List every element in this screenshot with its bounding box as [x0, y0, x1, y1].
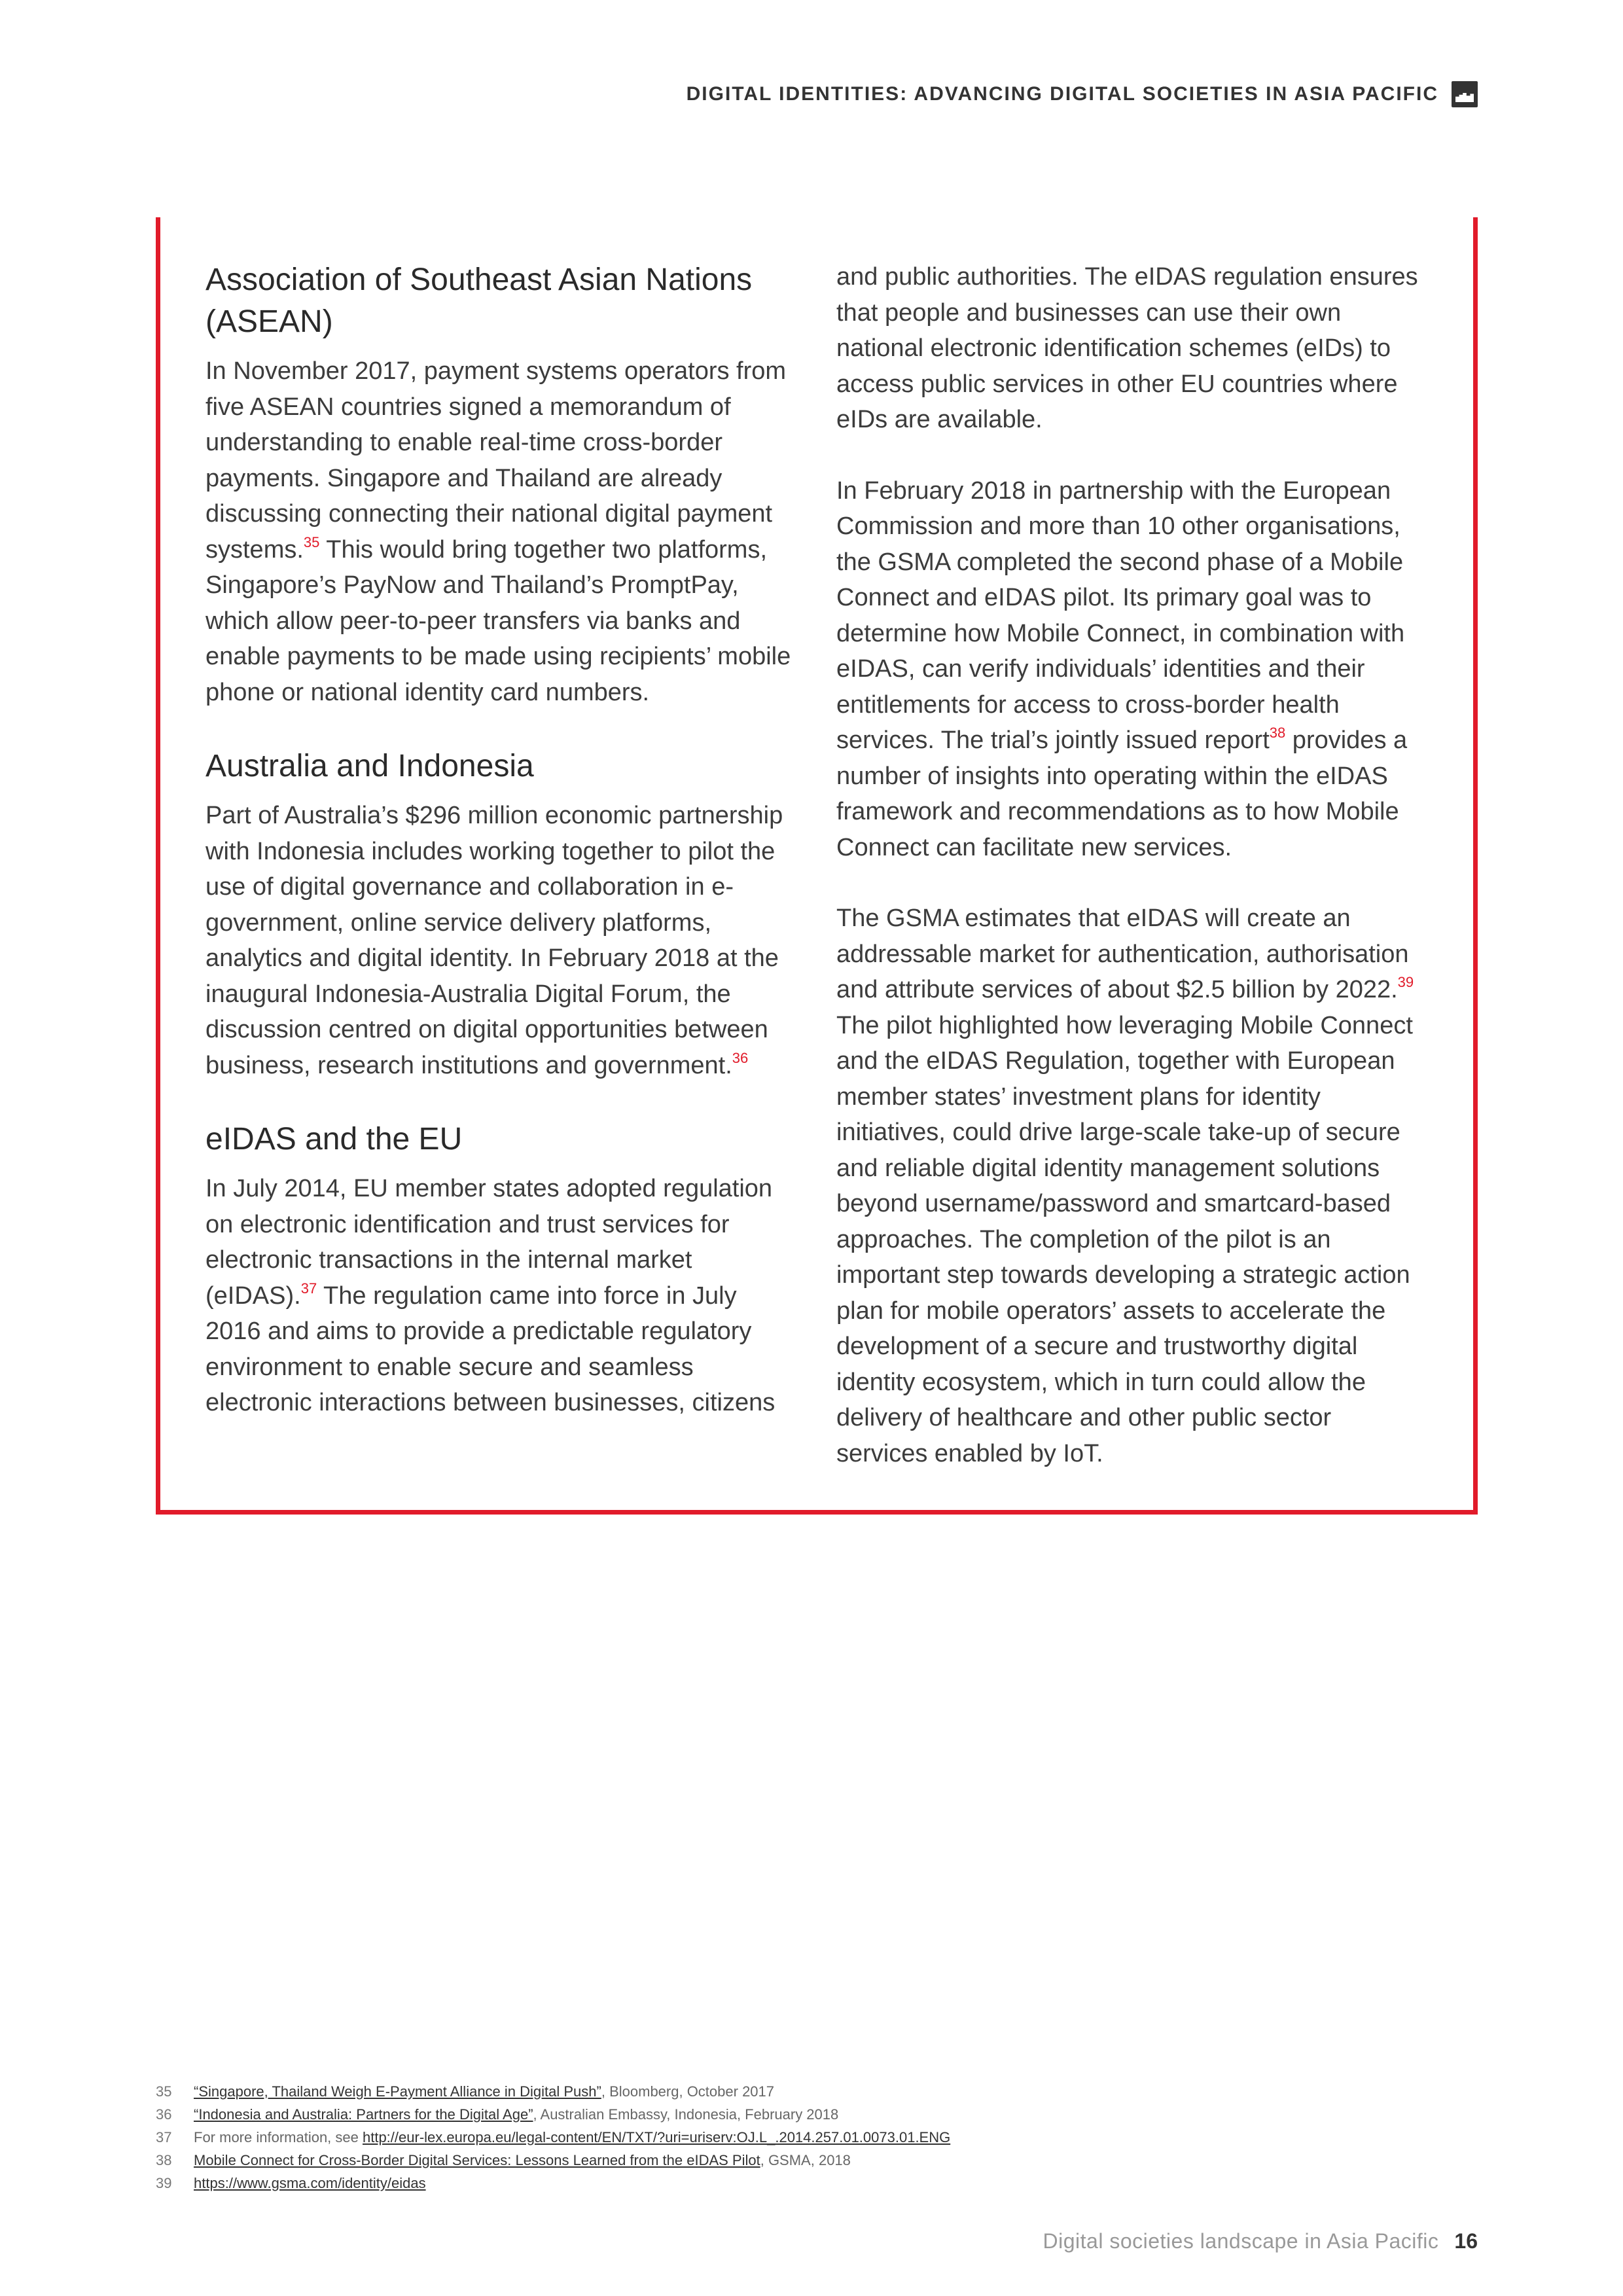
section-heading-asean: Association of Southeast Asian Nations (ASEAN) [205, 262, 753, 339]
footnote-link[interactable]: “Singapore, Thailand Weigh E-Payment Alliance in Digital Push” [194, 2083, 601, 2100]
text: The pilot highlighted how leveraging Mobile Connect and the eIDAS Regulation, together with European member states’ investment plans for identity initiatives, could drive large-scale take-up of secure and reliable digital identity management solutions beyond username/password and smartcard-based approaches. The completion of the pilot is an important step towards developing a strategic action plan for mobile operators’ assets to accelerate the development of a secure and trustworthy digital identity ecosystem, which in turn could allow the delivery of healthcare and other public sector services enabled by IoT. [836, 1011, 1413, 1467]
footnote-number: 36 [156, 2106, 172, 2123]
footnote-text [194, 2103, 838, 2126]
text: In February 2018 in partnership with the European Commission and more than 10 other organisations, the GSMA completed the second phase of a Mobile Connect and eIDAS pilot. Its primary goal was to determine how Mobile Connect, in combination with eIDAS, can verify individuals’ identities and their entitlements for access to cross-border health services. The trial’s jointly issued report [836, 476, 1405, 754]
footnote-38 [156, 2149, 1465, 2172]
footnote-number: 39 [156, 2175, 172, 2191]
section-heading-australia-indonesia: Australia and Indonesia [205, 749, 534, 783]
footnote-text [194, 2149, 851, 2172]
page-footer [1043, 2229, 1478, 2253]
paragraph-eidas [205, 1171, 794, 1421]
text: , GSMA, 2018 [760, 2152, 851, 2168]
page-number: 16 [1454, 2229, 1478, 2253]
footnote-35 [156, 2080, 1465, 2103]
section-heading-eidas: eIDAS and the EU [205, 1122, 463, 1157]
footnote-link[interactable]: Mobile Connect for Cross-Border Digital Services: Lessons Learned from the eIDAS Pilot [194, 2152, 760, 2168]
text: This would bring together two platforms, Singapore’s PayNow and Thailand’s PromptPay, which allow peer-to-peer transfers via banks and enable payments to be made using recipients’ mobile phone or national identity card numbers. [205, 535, 791, 706]
paragraph-mobile-connect-pilot [836, 473, 1425, 866]
footnote-text [194, 2080, 774, 2103]
footnote-text [194, 2126, 950, 2149]
footnote-number: 38 [156, 2152, 172, 2168]
right-column [836, 259, 1425, 1507]
page-header [687, 81, 1478, 107]
text: In July 2014, EU member states adopted regulation on electronic identification and trust services for electronic transactions in the internal market (eIDAS). [205, 1175, 773, 1310]
footnote-link[interactable]: “Indonesia and Australia: Partners for the Digital Age” [194, 2106, 533, 2123]
footnote-link[interactable]: https://www.gsma.com/identity/eidas [194, 2175, 426, 2191]
footnote-36 [156, 2103, 1465, 2126]
footnote-37 [156, 2126, 1465, 2149]
gsma-intelligence-logo-icon [1452, 81, 1478, 107]
footnote-text [194, 2172, 426, 2195]
text: In November 2017, payment systems operators from five ASEAN countries signed a memorandum of understanding to enable real-time cross-border payments. Singapore and Thailand are already discussing connecting their national digital payment systems. [205, 357, 787, 564]
footnote-ref-39[interactable]: 39 [1397, 974, 1414, 990]
paragraph-eidas-continued: and public authorities. The eIDAS regulation ensures that people and businesses can use their own national electronic identification schemes (eIDs) to access public services in other EU countries where eIDs are available. [836, 263, 1418, 433]
footnote-ref-38[interactable]: 38 [1269, 725, 1286, 741]
footnote-link[interactable]: http://eur-lex.europa.eu/legal-content/EN/TXT/?uri=uriserv:OJ.L_.2014.257.01.0073.01.ENG [362, 2129, 951, 2145]
text: , Bloomberg, October 2017 [601, 2083, 775, 2100]
text: provides a number of insights into operating within the eIDAS framework and recommendations as to how Mobile Connect can facilitate new services. [836, 726, 1408, 861]
text: The regulation came into force in July 2016 and aims to provide a predictable regulatory environment to enable secure and seamless electronic interactions between businesses, citizens [205, 1282, 776, 1416]
footnote-number: 37 [156, 2129, 172, 2145]
text: Part of Australia’s $296 million economic partnership with Indonesia includes working together to pilot the use of digital governance and collaboration in e-government, online service delivery platforms, analytics and digital identity. In February 2018 at the inaugural Indonesia-Australia Digital Forum, the discussion centred on digital opportunities between business, research institutions and government. [205, 802, 783, 1079]
footnote-number: 35 [156, 2083, 172, 2100]
text: For more information, see [194, 2129, 363, 2145]
footnote-39 [156, 2172, 1465, 2195]
left-column [205, 259, 794, 1456]
paragraph-australia-indonesia [205, 798, 794, 1083]
paragraph-asean [205, 353, 794, 710]
footnotes [156, 2080, 1465, 2195]
footnote-ref-35[interactable]: 35 [303, 533, 320, 550]
footnote-ref-37[interactable]: 37 [300, 1280, 317, 1297]
paragraph-gsma-estimates [836, 901, 1425, 1471]
header-title: DIGITAL IDENTITIES: ADVANCING DIGITAL SOCIETIES IN ASIA PACIFIC [686, 83, 1438, 105]
text: The GSMA estimates that eIDAS will create an addressable market for authentication, authorisation and attribute services of about $2.5 billion by 2022. [836, 905, 1409, 1003]
footer-section-title: Digital societies landscape in Asia Pacific [1043, 2229, 1439, 2253]
text: , Australian Embassy, Indonesia, February 2018 [533, 2106, 839, 2123]
footnote-ref-36[interactable]: 36 [732, 1049, 749, 1066]
